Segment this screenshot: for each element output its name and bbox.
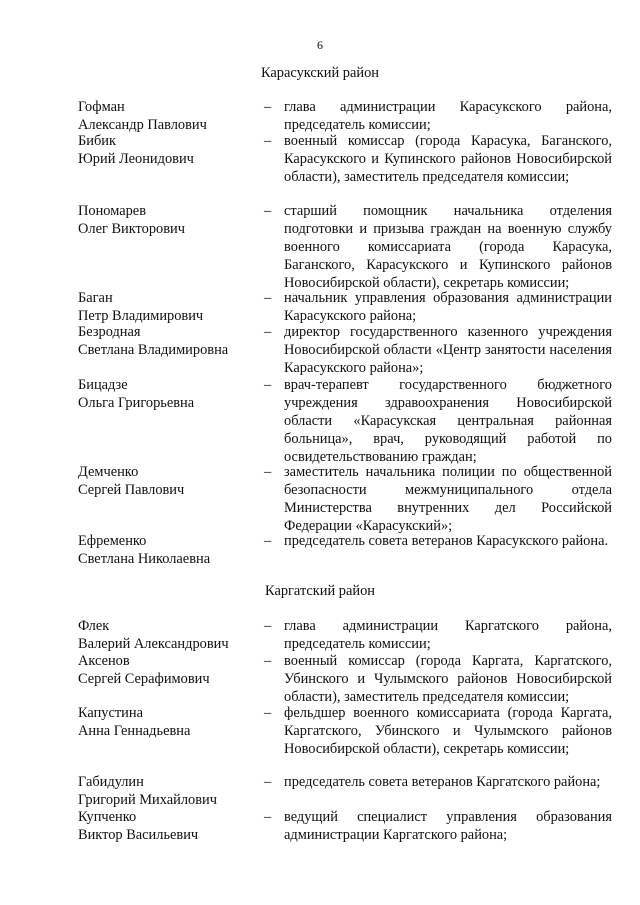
dash-separator: –	[264, 809, 272, 825]
dash-separator: –	[264, 203, 272, 219]
member-name	[78, 323, 258, 359]
member-role: военный комиссар (города Каргата, Каргатского, Убинского и Чулымского районов Новосибирской области), заместитель председателя комиссии;	[284, 653, 612, 705]
member-role: фельдшер военного комиссариата (города Каргата, Каргатского, Убинского и Чулымского районов Новосибирской области), секретарь комиссии;	[284, 705, 612, 757]
member-role: глава администрации Карасукского района, председатель комиссии;	[284, 99, 612, 133]
member-surname: Габидулин	[78, 774, 144, 790]
section-title-karasuk: Карасукский район	[261, 65, 379, 81]
member-role: председатель совета ветеранов Каргатского района;	[284, 774, 601, 790]
member-surname: Пономарев	[78, 203, 146, 219]
member-name	[78, 773, 258, 809]
member-role: заместитель начальника полиции по общественной безопасности межмуниципального отдела Министерства внутренних дел Российской Федерации «Карасукский»;	[284, 464, 612, 534]
dash-separator: –	[264, 290, 272, 306]
dash-separator: –	[264, 464, 272, 480]
member-surname: Гофман	[78, 99, 125, 115]
member-surname: Аксенов	[78, 653, 130, 669]
dash-separator: –	[264, 653, 272, 669]
member-name	[78, 808, 258, 844]
member-role: председатель совета ветеранов Карасукского района.	[284, 533, 609, 549]
dash-separator: –	[264, 618, 272, 634]
member-name	[78, 532, 258, 568]
member-name	[78, 376, 258, 412]
dash-separator: –	[264, 99, 272, 115]
member-name	[78, 652, 258, 688]
member-role: старший помощник начальника отделения подготовки и призыва граждан на военную службу военного комиссариата (города Карасука, Баганского, Карасукского и Купинского районов Новосибирской области), секретарь комиссии;	[284, 203, 612, 291]
member-surname: Демченко	[78, 464, 139, 480]
member-surname: Баган	[78, 290, 113, 306]
member-name	[78, 289, 258, 325]
section-title-kargat: Каргатский район	[265, 583, 375, 599]
member-given-name: Петр Владимирович	[78, 308, 204, 324]
member-role: военный комиссар (города Карасука, Баганского, Карасукского и Купинского районов Новосибирской области), заместитель председателя комиссии;	[284, 133, 612, 185]
member-surname: Бицадзе	[78, 377, 128, 393]
dash-separator: –	[264, 533, 272, 549]
member-given-name: Ольга Григорьевна	[78, 395, 195, 411]
member-name	[78, 704, 258, 740]
member-role: врач-терапевт государственного бюджетного учреждения здравоохранения Новосибирской области «Карасукская центральная районная больница», врач, руководящий работой по освидетельствованию граждан;	[284, 377, 612, 465]
member-given-name: Юрий Леонидович	[78, 151, 194, 167]
member-surname: Безродная	[78, 324, 141, 340]
member-surname: Капустина	[78, 705, 143, 721]
member-given-name: Олег Викторович	[78, 221, 185, 237]
member-name	[78, 617, 258, 653]
member-role: директор государственного казенного учреждения Новосибирской области «Центр занятости населения Карасукского района»;	[284, 324, 612, 376]
member-given-name: Григорий Михайлович	[78, 792, 217, 808]
member-given-name: Виктор Васильевич	[78, 827, 199, 843]
member-name	[78, 463, 258, 499]
member-given-name: Сергей Серафимович	[78, 671, 210, 687]
member-given-name: Светлана Николаевна	[78, 551, 211, 567]
member-role: начальник управления образования администрации Карасукского района;	[284, 290, 612, 324]
dash-separator: –	[264, 705, 272, 721]
member-given-name: Анна Геннадьевна	[78, 723, 191, 739]
member-given-name: Светлана Владимировна	[78, 342, 229, 358]
dash-separator: –	[264, 377, 272, 393]
member-given-name: Александр Павлович	[78, 117, 207, 133]
page-number: 6	[317, 38, 323, 52]
member-given-name: Валерий Александрович	[78, 636, 229, 652]
member-given-name: Сергей Павлович	[78, 482, 185, 498]
dash-separator: –	[264, 774, 272, 790]
member-surname: Ефременко	[78, 533, 147, 549]
member-surname: Бибик	[78, 133, 116, 149]
dash-separator: –	[264, 324, 272, 340]
member-name	[78, 132, 258, 168]
member-role: глава администрации Каргатского района, председатель комиссии;	[284, 618, 612, 652]
member-name	[78, 98, 258, 134]
member-surname: Купченко	[78, 809, 137, 825]
member-role: ведущий специалист управления образования администрации Каргатского района;	[284, 809, 612, 843]
member-name	[78, 202, 258, 238]
dash-separator: –	[264, 133, 272, 149]
member-surname: Флек	[78, 618, 110, 634]
